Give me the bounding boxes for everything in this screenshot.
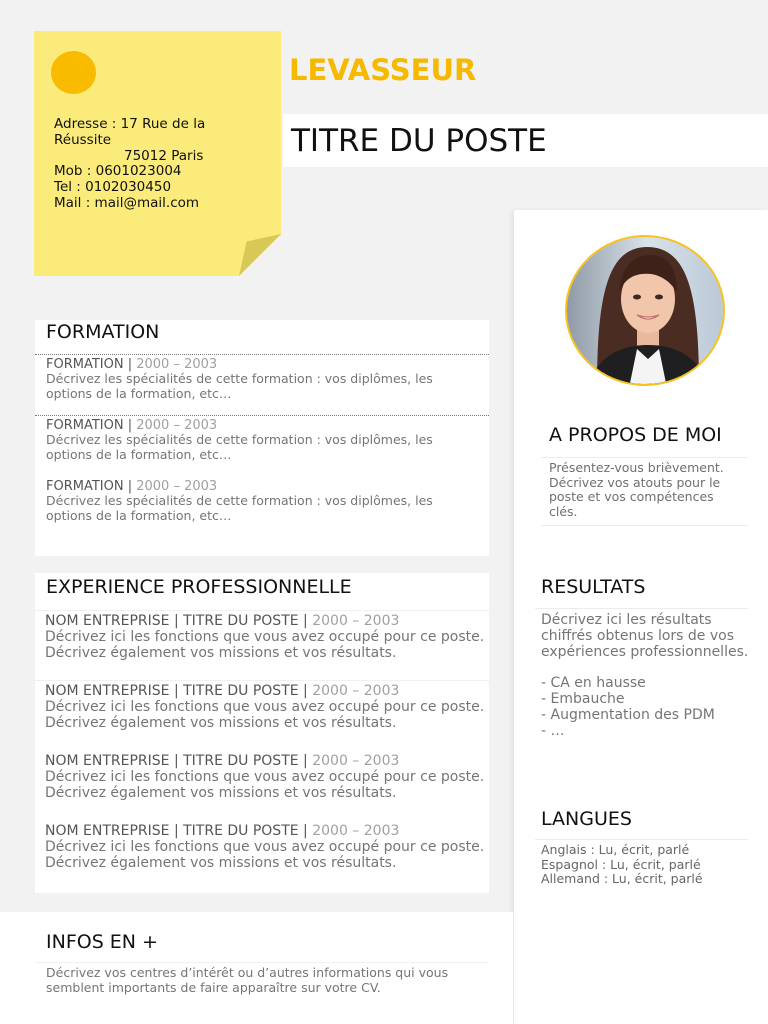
divider bbox=[541, 457, 748, 458]
divider bbox=[35, 962, 489, 963]
divider bbox=[535, 608, 748, 609]
experience-entry bbox=[45, 683, 485, 731]
formation-desc: Décrivez les spécialités de cette formation : vos diplômes, les bbox=[46, 432, 433, 447]
languages-list bbox=[541, 843, 751, 887]
spacer bbox=[541, 660, 766, 675]
infos-text bbox=[46, 966, 496, 995]
divider bbox=[535, 839, 748, 840]
address-city: 75012 Paris bbox=[124, 147, 204, 164]
experience-desc: Décrivez ici les fonctions que vous avez occupé pour ce poste. bbox=[45, 839, 485, 855]
formation-label: FORMATION bbox=[46, 357, 124, 372]
formation-label: FORMATION bbox=[46, 418, 124, 433]
formation-entry bbox=[46, 418, 486, 462]
mobile-phone: Mob : 0601023004 bbox=[54, 163, 182, 180]
section-title: RESULTATS bbox=[541, 576, 646, 598]
section-title: LANGUES bbox=[541, 808, 632, 830]
experience-label: NOM ENTREPRISE | TITRE DU POSTE | bbox=[45, 613, 313, 629]
formation-desc: Décrivez les spécialités de cette formation : vos diplômes, les bbox=[46, 493, 433, 508]
profile-photo bbox=[565, 235, 725, 386]
section-title: INFOS EN + bbox=[46, 931, 158, 953]
separator: | bbox=[123, 479, 137, 494]
language-item: Espagnol : Lu, écrit, parlé bbox=[541, 856, 701, 872]
accent-dot-icon bbox=[51, 51, 96, 94]
section-title: FORMATION bbox=[46, 321, 160, 343]
formation-desc: Décrivez les spécialités de cette formation : vos diplômes, les bbox=[46, 371, 433, 386]
about-text bbox=[549, 461, 749, 519]
experience-dates: 2000 – 2003 bbox=[312, 753, 400, 769]
telephone: Tel : 0102030450 bbox=[54, 179, 172, 196]
experience-label: NOM ENTREPRISE | TITRE DU POSTE | bbox=[45, 683, 313, 699]
about-line: Présentez-vous brièvement. bbox=[549, 460, 724, 475]
results-text bbox=[541, 612, 766, 739]
experience-desc: Décrivez également vos missions et vos résultats. bbox=[45, 645, 397, 661]
divider bbox=[541, 525, 748, 526]
experience-desc: Décrivez ici les fonctions que vous avez occupé pour ce poste. bbox=[45, 629, 485, 645]
experience-desc: Décrivez également vos missions et vos résultats. bbox=[45, 855, 397, 871]
about-line: Décrivez vos atouts pour le bbox=[549, 474, 721, 490]
formation-dates: 2000 – 2003 bbox=[136, 357, 218, 372]
about-line: clés. bbox=[549, 503, 578, 519]
results-item: - Augmentation des PDM bbox=[541, 707, 715, 723]
contact-block bbox=[54, 117, 276, 212]
separator: | bbox=[123, 357, 137, 372]
divider bbox=[35, 610, 489, 611]
results-item: - CA en hausse bbox=[541, 675, 646, 691]
experience-entry bbox=[45, 753, 485, 801]
divider bbox=[35, 680, 489, 681]
experience-label: NOM ENTREPRISE | TITRE DU POSTE | bbox=[45, 753, 313, 769]
divider bbox=[35, 354, 489, 355]
results-line: chiffrés obtenus lors de vos bbox=[541, 628, 735, 644]
email: Mail : mail@mail.com bbox=[54, 194, 200, 211]
experience-entry bbox=[45, 613, 485, 661]
divider bbox=[35, 415, 489, 416]
formation-desc: options de la formation, etc… bbox=[46, 507, 232, 523]
results-line: Décrivez ici les résultats bbox=[541, 612, 712, 628]
language-item: Anglais : Lu, écrit, parlé bbox=[541, 842, 690, 857]
experience-label: NOM ENTREPRISE | TITRE DU POSTE | bbox=[45, 823, 313, 839]
formation-dates: 2000 – 2003 bbox=[136, 418, 218, 433]
formation-desc: options de la formation, etc… bbox=[46, 385, 232, 401]
experience-dates: 2000 – 2003 bbox=[312, 823, 400, 839]
formation-dates: 2000 – 2003 bbox=[136, 479, 218, 494]
results-line: expériences professionnelles. bbox=[541, 644, 749, 660]
experience-desc: Décrivez ici les fonctions que vous avez occupé pour ce poste. bbox=[45, 699, 485, 715]
experience-desc: Décrivez également vos missions et vos résultats. bbox=[45, 785, 397, 801]
experience-dates: 2000 – 2003 bbox=[312, 613, 400, 629]
formation-desc: options de la formation, etc… bbox=[46, 446, 232, 462]
experience-dates: 2000 – 2003 bbox=[312, 683, 400, 699]
formation-label: FORMATION bbox=[46, 479, 124, 494]
language-item: Allemand : Lu, écrit, parlé bbox=[541, 871, 703, 886]
section-title: EXPERIENCE PROFESSIONNELLE bbox=[46, 576, 352, 598]
experience-entry bbox=[45, 823, 485, 871]
profile-photo-icon bbox=[567, 237, 725, 386]
infos-line: Décrivez vos centres d’intérêt ou d’autres informations qui vous bbox=[46, 965, 449, 980]
formation-entry bbox=[46, 357, 486, 401]
job-title: TITRE DU POSTE bbox=[291, 123, 547, 159]
last-name: LEVASSEUR bbox=[289, 53, 477, 87]
address-line: Adresse : 17 Rue de la bbox=[54, 116, 206, 132]
about-line: poste et vos compétences bbox=[549, 489, 714, 505]
formation-entry bbox=[46, 479, 486, 523]
experience-desc: Décrivez ici les fonctions que vous avez occupé pour ce poste. bbox=[45, 769, 485, 785]
results-item: - Embauche bbox=[541, 691, 625, 707]
infos-line: semblent importants de faire apparaître sur votre CV. bbox=[46, 979, 381, 995]
separator: | bbox=[123, 418, 137, 433]
results-item: - … bbox=[541, 723, 565, 739]
experience-desc: Décrivez également vos missions et vos résultats. bbox=[45, 715, 397, 731]
address-line: Réussite bbox=[54, 131, 112, 148]
section-title: A PROPOS DE MOI bbox=[549, 424, 722, 446]
